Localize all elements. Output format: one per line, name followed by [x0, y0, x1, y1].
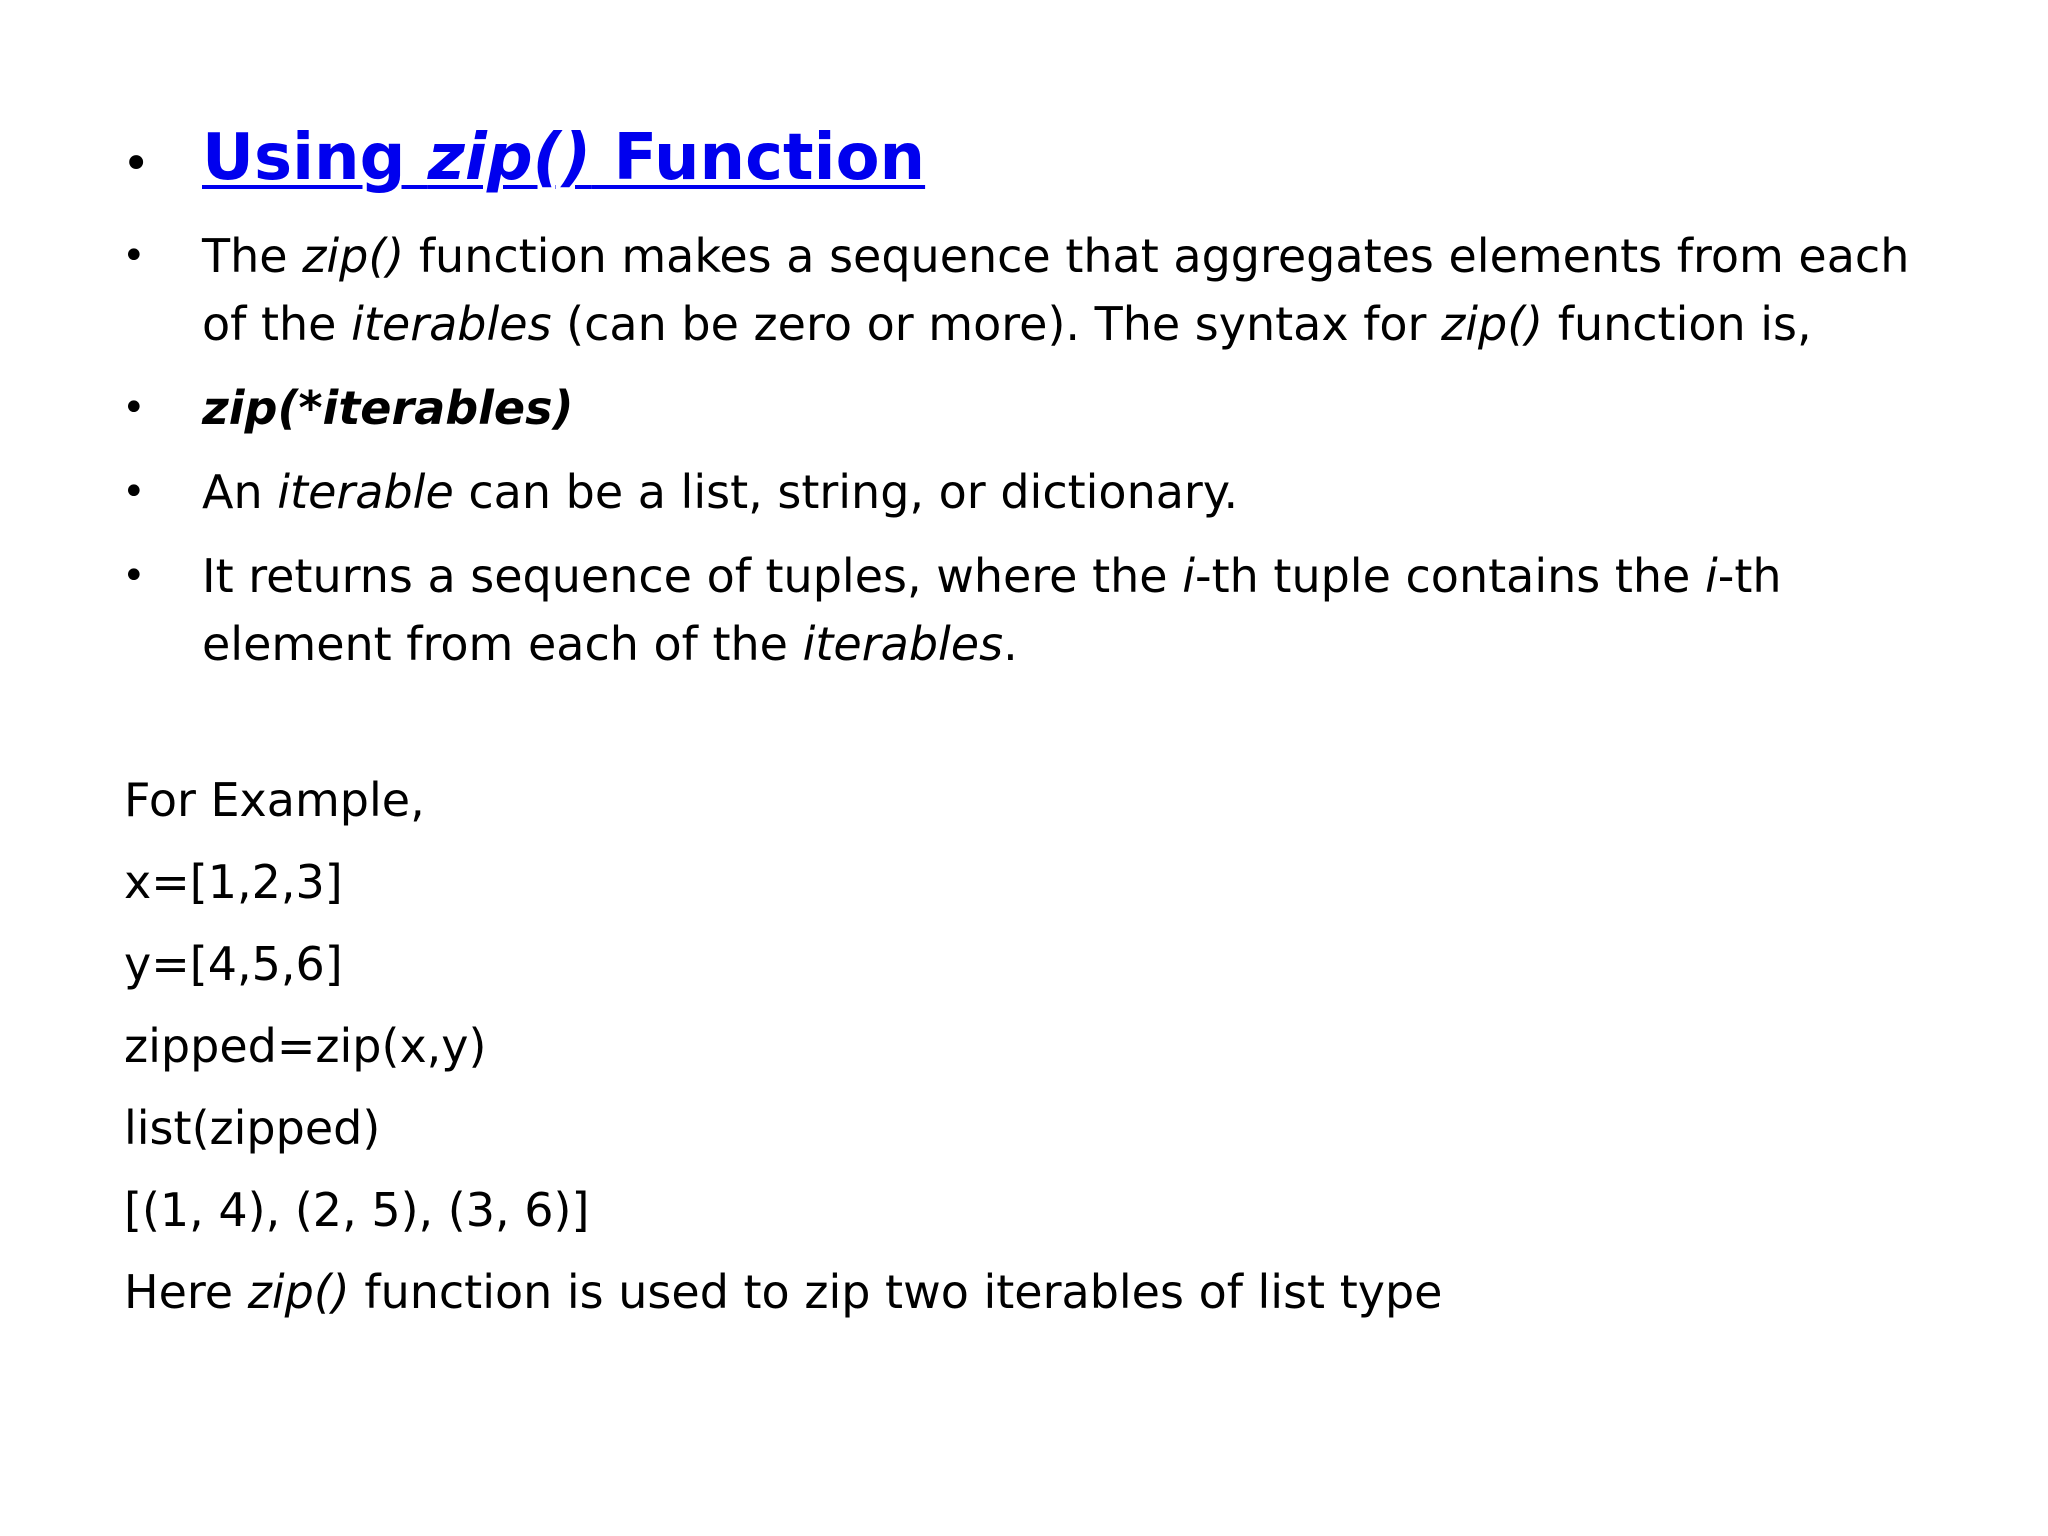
text-span: An [202, 465, 278, 519]
code-line-2: y=[4,5,6] [124, 937, 343, 991]
text-span: The [202, 229, 303, 283]
bullet-2-text: zip(*iterables) [202, 381, 574, 435]
text-span: zip() [247, 1265, 350, 1319]
bullet-icon: • [122, 233, 146, 279]
text-span: iterable [277, 465, 454, 519]
code-line-3: zipped=zip(x,y) [124, 1019, 487, 1073]
title-part-3: Function [591, 121, 926, 195]
text-span: (can be zero or more). The syntax for [551, 297, 1442, 351]
text-span: iterables [351, 297, 552, 351]
title-part-1: Using [202, 121, 428, 195]
text-span: i [1182, 549, 1195, 603]
example-heading: For Example, [124, 773, 425, 827]
example-note [124, 1262, 1442, 1322]
text-span: i [1704, 549, 1718, 603]
text-span: Here [124, 1265, 248, 1319]
text-span: iterables [802, 617, 1004, 671]
bullet-4-text [202, 542, 1842, 678]
bullet-icon: • [122, 553, 146, 599]
code-line-4: list(zipped) [124, 1101, 381, 1155]
text-span: -th tuple contains the [1195, 549, 1705, 603]
text-span: zip() [302, 229, 405, 283]
text-span: function makes a sequence that aggregates elements from each of the [202, 229, 1910, 351]
text-span: function is, [1543, 297, 1812, 351]
slide-title [202, 118, 1922, 198]
code-line-1: x=[1,2,3] [124, 855, 343, 909]
text-span: function is used to zip two iterables of list type [349, 1265, 1443, 1319]
bullet-1-text [202, 222, 1922, 358]
text-span: can be a list, string, or dictionary. [453, 465, 1239, 519]
bullet-3-text [202, 458, 1922, 526]
text-span: It returns a sequence of tuples, where the [202, 549, 1183, 603]
bullet-icon: • [122, 136, 151, 192]
text-span: -th element from each of the [202, 549, 1782, 671]
text-span: . [1003, 617, 1018, 671]
bullet-icon: • [122, 469, 146, 515]
bullet-icon: • [122, 385, 146, 431]
title-part-2: zip() [427, 121, 592, 195]
code-output: [(1, 4), (2, 5), (3, 6)] [124, 1183, 590, 1237]
text-span: zip() [1441, 297, 1544, 351]
